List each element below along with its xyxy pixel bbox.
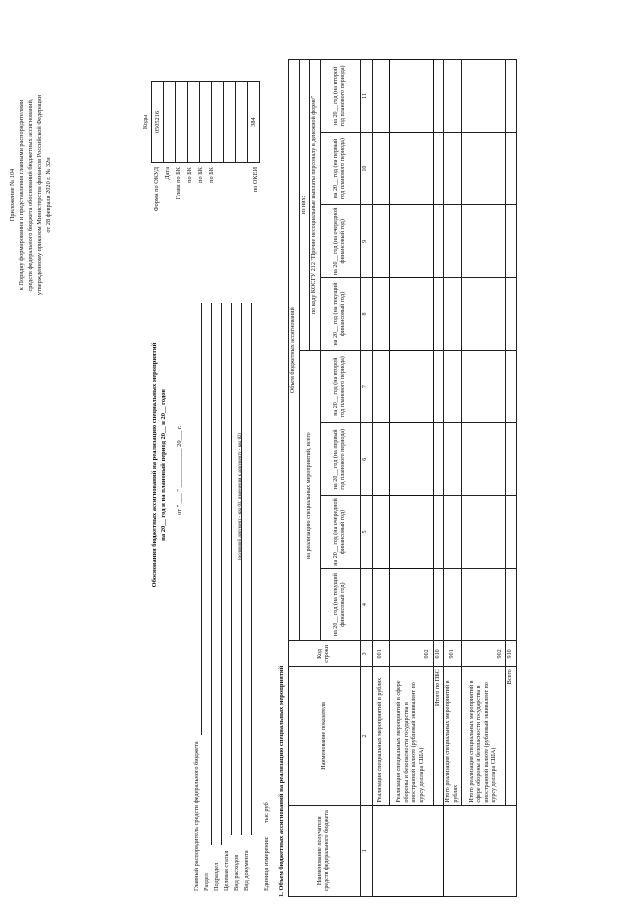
subsection-code-label: по БК — [197, 167, 204, 183]
date-label: Дата — [164, 167, 171, 180]
table-row — [506, 60, 517, 897]
header-special-total: на реализацию специальных мероприятий, всего — [299, 350, 320, 641]
appendix-line: к Порядку формирования и представления главными распорядителями — [18, 99, 25, 291]
title-line-2: на 20__ год и на плановый период 20__ и 20__ годов — [160, 389, 167, 541]
header-next-year: на 20__ год (на очередной финансовый год) — [320, 496, 360, 569]
subsection-code — [200, 82, 212, 163]
column-number: 8 — [360, 278, 372, 351]
unit-label: Единица измерения: — [263, 836, 270, 891]
table-row — [462, 60, 506, 897]
field-rule — [251, 303, 252, 835]
okud-code: 0505216 — [152, 82, 164, 163]
column-number: 4 — [360, 568, 372, 641]
section-title: 1. Объем бюджетных ассигнований на реализацию специальных мероприятий — [278, 665, 285, 897]
row-name: Итого по ПБС — [433, 667, 444, 805]
column-number: 3 — [360, 641, 372, 667]
doc-kind-code — [236, 82, 248, 163]
subsection-label: Подраздел — [213, 862, 220, 891]
row-name: Итого реализация специальных мероприятий в сфере обороны и безопасности государства в иностранной валюте (рублевый эквивалент по курсу доллара США) — [462, 667, 506, 805]
field-rule — [201, 303, 202, 735]
row-code: 010 — [433, 641, 444, 667]
target-code — [212, 82, 224, 163]
row-code: 002 — [389, 641, 433, 667]
section-code-label: по БК — [186, 167, 193, 183]
date-code — [164, 82, 176, 163]
appendix-line: Приложение № 104 — [9, 168, 16, 222]
okei-label: по ОКЕИ — [252, 167, 259, 193]
row-code: 902 — [462, 641, 506, 667]
recipient-cell — [444, 805, 517, 896]
appendix-line: утвержденному приказом Министерства финансов Российской Федерации — [36, 94, 43, 296]
okei-code: 384 — [248, 82, 260, 163]
chief-manager-label: Главный распорядитель средств федерального бюджета — [193, 741, 200, 891]
column-number: 6 — [360, 423, 372, 496]
header-second-plan-year: на 20__ год (на второй год планового периода) — [320, 350, 360, 423]
table-row — [372, 60, 389, 897]
column-number: 1 — [360, 805, 372, 896]
target-code-label: по БК — [208, 167, 215, 183]
header-current-year: на 20__ год (на текущий финансовый год) — [320, 568, 360, 641]
row-name: Реализация специальных мероприятий в сфере обороны и безопасности государства в иностранной валюте (рублевый эквивалент по курсу доллара США) — [389, 667, 433, 805]
appendix-line: от 28 февраля 2020 г. № 32н — [45, 157, 52, 233]
column-numbers-row — [360, 60, 372, 897]
header-first-plan-year: на 20__ год (на первый год планового периода) — [320, 423, 360, 496]
header-indicator: Наименование показателя — [289, 667, 361, 805]
codes-header: Коды — [142, 114, 149, 130]
target-article-label: Целевая статья — [223, 850, 230, 891]
header-volume: Объем бюджетных ассигнований — [289, 60, 300, 641]
table-row — [389, 60, 433, 897]
appendix-line: средств федерального бюджета обоснований бюджетных ассигнований, — [27, 98, 34, 292]
chapter-label: Глава по БК — [175, 167, 182, 200]
row-code: 910 — [506, 641, 517, 667]
field-rule — [241, 303, 242, 835]
field-rule — [231, 303, 232, 835]
header-first-plan-year: на 20__ год (на первый год планового периода) — [320, 132, 360, 205]
column-number: 10 — [360, 132, 372, 205]
field-rule — [221, 303, 222, 845]
unit-value: тыс руб — [263, 802, 270, 823]
title-line-1: Обоснования бюджетных ассигнований на реализацию специальных мероприятий — [151, 342, 158, 588]
table-row — [433, 60, 444, 897]
expense-code — [224, 82, 236, 163]
appendix-note — [8, 45, 53, 345]
appropriations-table — [288, 59, 517, 897]
section-code — [188, 82, 200, 163]
document-kind-label: Вид документа — [243, 850, 250, 891]
expense-type-label: Вид расходов — [233, 854, 240, 891]
recipient-cell — [372, 805, 444, 896]
header-kosgu-212: по коду КОСГУ 212 "Прочие несоциальные выплаты персоналу в денежной форме" — [310, 60, 321, 351]
row-name: Всего — [506, 667, 517, 805]
column-number: 2 — [360, 667, 372, 805]
column-number: 7 — [360, 350, 372, 423]
header-including: из них: — [299, 60, 310, 351]
chapter-code — [176, 82, 188, 163]
row-code: 901 — [444, 641, 462, 667]
header-next-year: на 20__ год (на очередной финансовый год) — [320, 205, 360, 278]
okud-label: Форма по ОКУД — [153, 167, 160, 212]
column-number: 9 — [360, 205, 372, 278]
header-line-code: Код строки — [289, 641, 361, 667]
column-number: 5 — [360, 496, 372, 569]
codes-table — [140, 81, 260, 163]
document-kind-note: (основной документ - код 01; изменения к документу - код 02) — [238, 432, 243, 560]
row-name: Реализация специальных мероприятий в рублях — [372, 667, 389, 805]
section-label: Раздел — [203, 873, 210, 891]
column-number: 11 — [360, 60, 372, 133]
row-code: 001 — [372, 641, 389, 667]
table-row — [444, 60, 462, 897]
field-rule — [211, 303, 212, 845]
row-name: Итого реализация специальных мероприятий в рублях — [444, 667, 462, 805]
document-date: от " ___ " ____________ 20___ г. — [176, 425, 183, 515]
header-recipient: Наименование получателя средств федерального бюджета — [289, 805, 361, 896]
header-second-plan-year: на 20__ год (на второй год планового периода) — [320, 60, 360, 133]
header-current-year: на 20__ год (на текущий финансовый год) — [320, 278, 360, 351]
